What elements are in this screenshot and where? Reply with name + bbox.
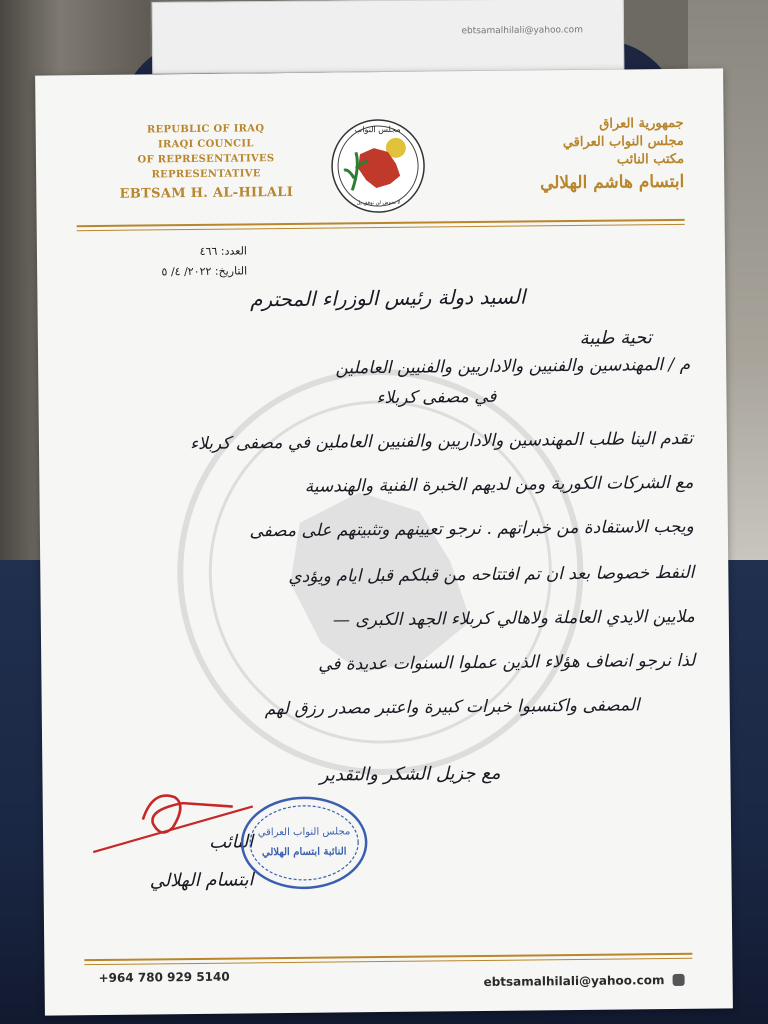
signer-name: ابتسام الهلالي xyxy=(149,869,254,892)
header-ar-line3: مكتب النائب xyxy=(616,151,685,168)
email-icon xyxy=(673,974,685,986)
letter-addressee: السيد دولة رئيس الوزراء المحترم xyxy=(249,284,526,312)
header-english xyxy=(106,121,307,202)
footer-email-text: ebtsamalhilali@yahoo.com xyxy=(483,973,665,989)
footer-divider xyxy=(84,953,692,965)
letter-body-line: تقدم الينا طلب المهندسين والاداريين والفنيين العاملين في مصفى كربلاء xyxy=(189,428,694,455)
parliament-emblem-icon xyxy=(330,118,427,215)
header-en-line3: OF REPRESENTATIVES xyxy=(137,153,275,166)
header-en-line1: REPUBLIC OF IRAQ xyxy=(146,123,265,136)
letter-date-row xyxy=(127,261,247,282)
header-divider xyxy=(77,219,685,231)
header-arabic xyxy=(484,115,685,193)
background-papers xyxy=(152,0,625,74)
emblem-motto: لا نخوض لن نوفق بل xyxy=(356,199,401,207)
letter-body-line: ويجب الاستفادة من خبراتهم . نرجو تعيينهم وتثبيتهم على مصفى xyxy=(249,516,694,542)
header-ar-line1: جمهورية العراق xyxy=(599,115,684,132)
letter-number-value: ٤٦٦ xyxy=(199,244,218,258)
header-ar-name: ابتسام هاشم الهلالي xyxy=(539,171,685,194)
footer-email xyxy=(483,973,684,989)
official-stamp-icon xyxy=(239,794,370,891)
stamp-line1: مجلس النواب العراقي xyxy=(257,826,351,839)
letter-body-line: لذا نرجو انصاف هؤلاء الذين عملوا السنوات عديدة في xyxy=(318,650,696,675)
letter-body-line: النفط خصوصا بعد ان تم افتتاحه من قبلكم قبل ايام ويؤدي xyxy=(288,562,695,588)
letter-meta xyxy=(127,241,247,282)
letter-subject-line2: في مصفى كربلاء xyxy=(376,386,497,409)
letter-subject-line1: م / المهندسين والفنيين والاداريين والفنيين العاملين xyxy=(335,354,691,379)
letter-number-label: العدد: xyxy=(220,244,248,258)
letter-date-label: التاريخ: xyxy=(214,264,248,278)
signer-title: النائب xyxy=(208,831,254,853)
signer-block xyxy=(103,823,254,901)
footer-phone-text: +964 780 929 5140 xyxy=(98,969,230,986)
letter-body-line: مع الشركات الكورية ومن لديهم الخبرة الفنية والهندسية xyxy=(304,472,694,497)
header-en-line4: REPRESENTATIVE xyxy=(151,168,261,181)
header-en-name: EBTSAM H. AL-HILALI xyxy=(119,184,294,202)
letter-body-line: ملايين الايدي العاملة ولاهالي كربلاء الجهد الكبرى — xyxy=(332,606,695,631)
header-ar-line2: مجلس النواب العراقي xyxy=(562,133,684,151)
letter-body-line: المصفى واكتسبوا خبرات كبيرة واعتبر مصدر رزق لهم xyxy=(264,695,640,720)
stamp-line2: النائبة ابتسام الهلالي xyxy=(261,846,347,859)
letter-closing: مع جزيل الشكر والتقدير xyxy=(319,762,501,786)
background-papers-email: ebtsamalhilali@yahoo.com xyxy=(461,25,584,37)
letter-page xyxy=(35,68,733,1015)
emblem-label: مجلس النواب xyxy=(354,124,401,135)
footer-phone xyxy=(98,970,229,985)
letter-greeting: تحية طيبة xyxy=(579,327,652,349)
header-en-line2: IRAQI COUNCIL xyxy=(157,138,254,151)
letter-date-value: ٢٠٢٢/ ٤/ ٥ xyxy=(161,264,212,279)
letter-number-row xyxy=(127,241,247,262)
